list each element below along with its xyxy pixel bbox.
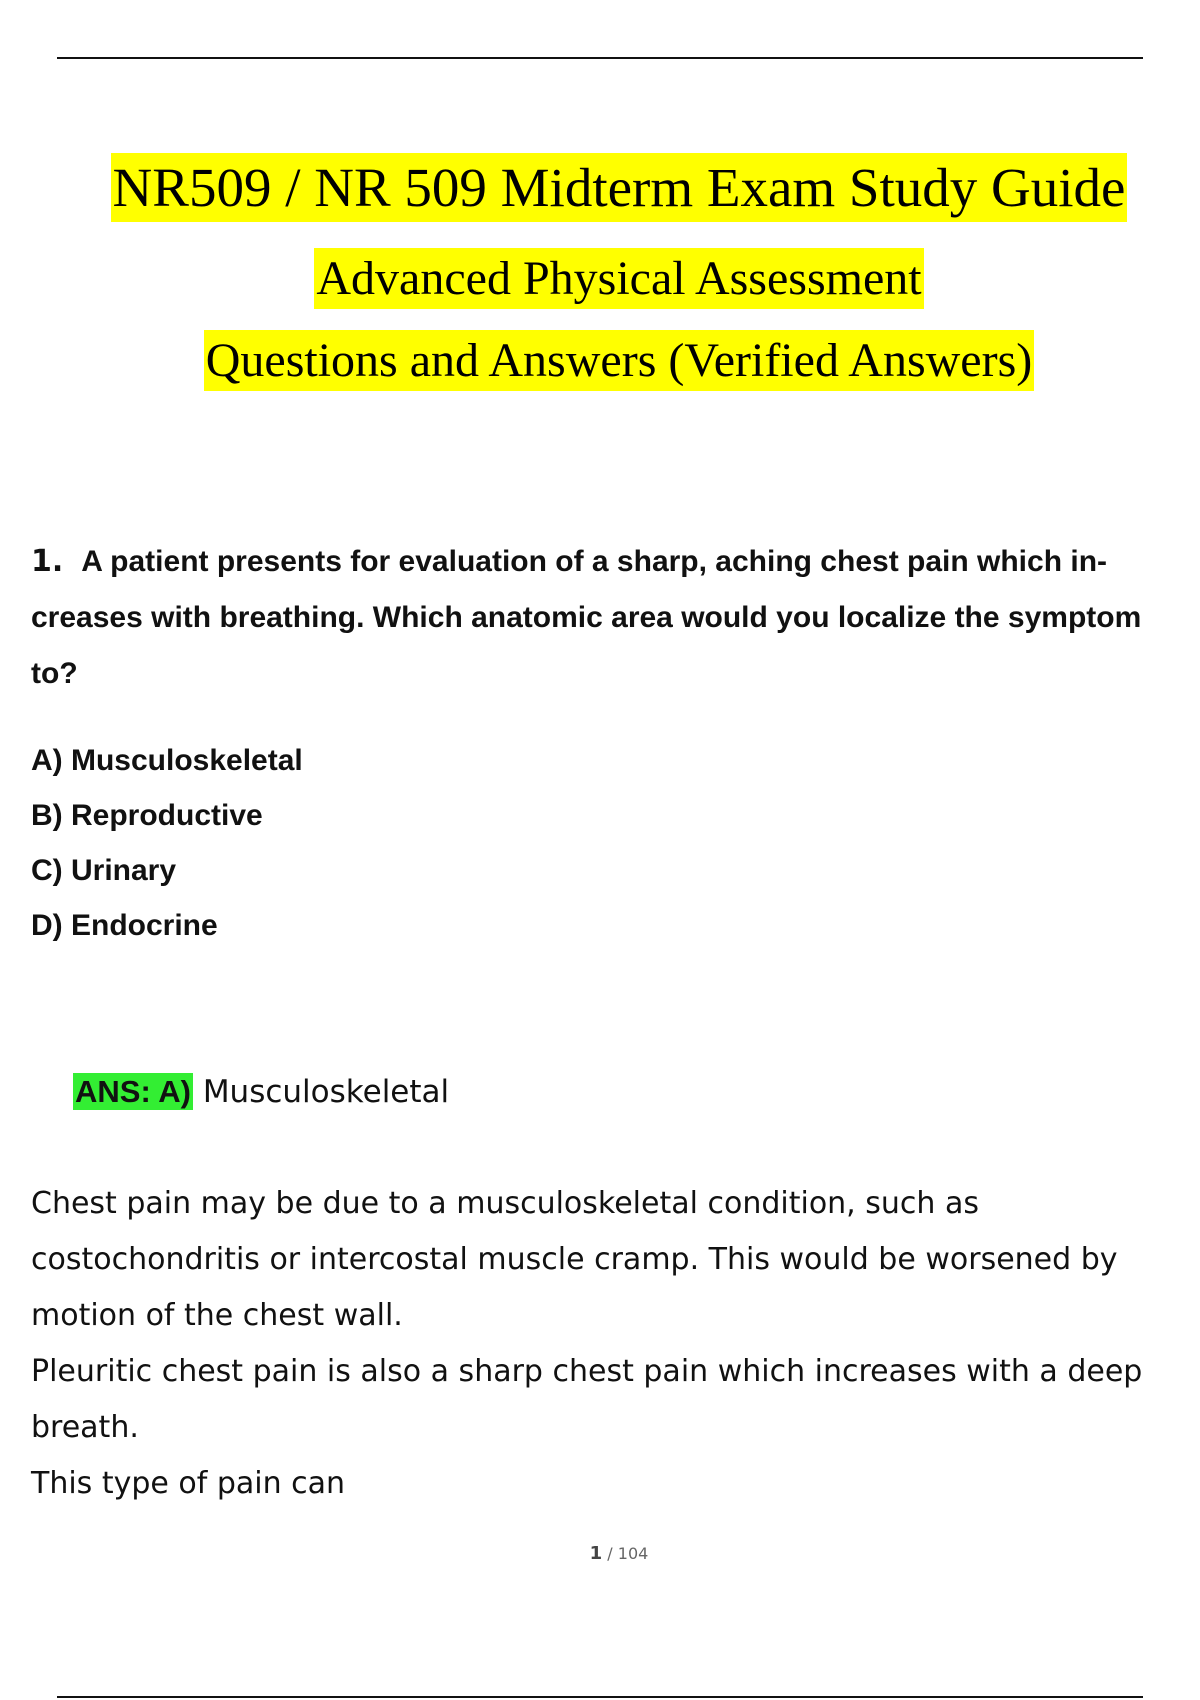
explanation [31,1176,1191,1512]
option-d: D) Endocrine [31,909,218,942]
total-pages: / 104 [607,1544,649,1563]
answer-text: Musculoskeletal [202,1074,450,1110]
page-number [0,1543,1200,1564]
explanation-paragraph-2: Pleuritic chest pain is also a sharp chest pain which increases with a deep breath. [31,1354,1143,1445]
explanation-paragraph-1: Chest pain may be due to a musculoskeletal condition, such as costochondritis or intercostal muscle cramp. This would be worsened by motion of the chest wall. [31,1186,1118,1333]
option-b: B) Reproductive [31,799,263,832]
answer-tag: ANS: A) [75,1074,191,1109]
bottom-rule [57,1696,1143,1698]
current-page: 1 [589,1543,603,1564]
question-number: 1. [31,544,64,579]
question-text: A patient presents for evaluation of a sharp, aching chest pain which in-creases with breathing. Which anatomic area would you localize the symptom to? [31,545,1142,690]
explanation-paragraph-3: This type of pain can [31,1466,346,1501]
answer-line [73,1072,449,1112]
title-line-2: Advanced Physical Assessment [0,255,1200,303]
document-title [0,157,1200,387]
top-rule [57,57,1143,59]
option-c: C) Urinary [31,854,177,887]
option-a: A) Musculoskeletal [31,744,303,777]
answer-options [31,733,303,953]
title-line-3: Questions and Answers (Verified Answers) [0,337,1200,385]
title-line-1: NR509 / NR 509 Midterm Exam Study Guide [0,160,1200,215]
question-1 [31,534,1191,702]
